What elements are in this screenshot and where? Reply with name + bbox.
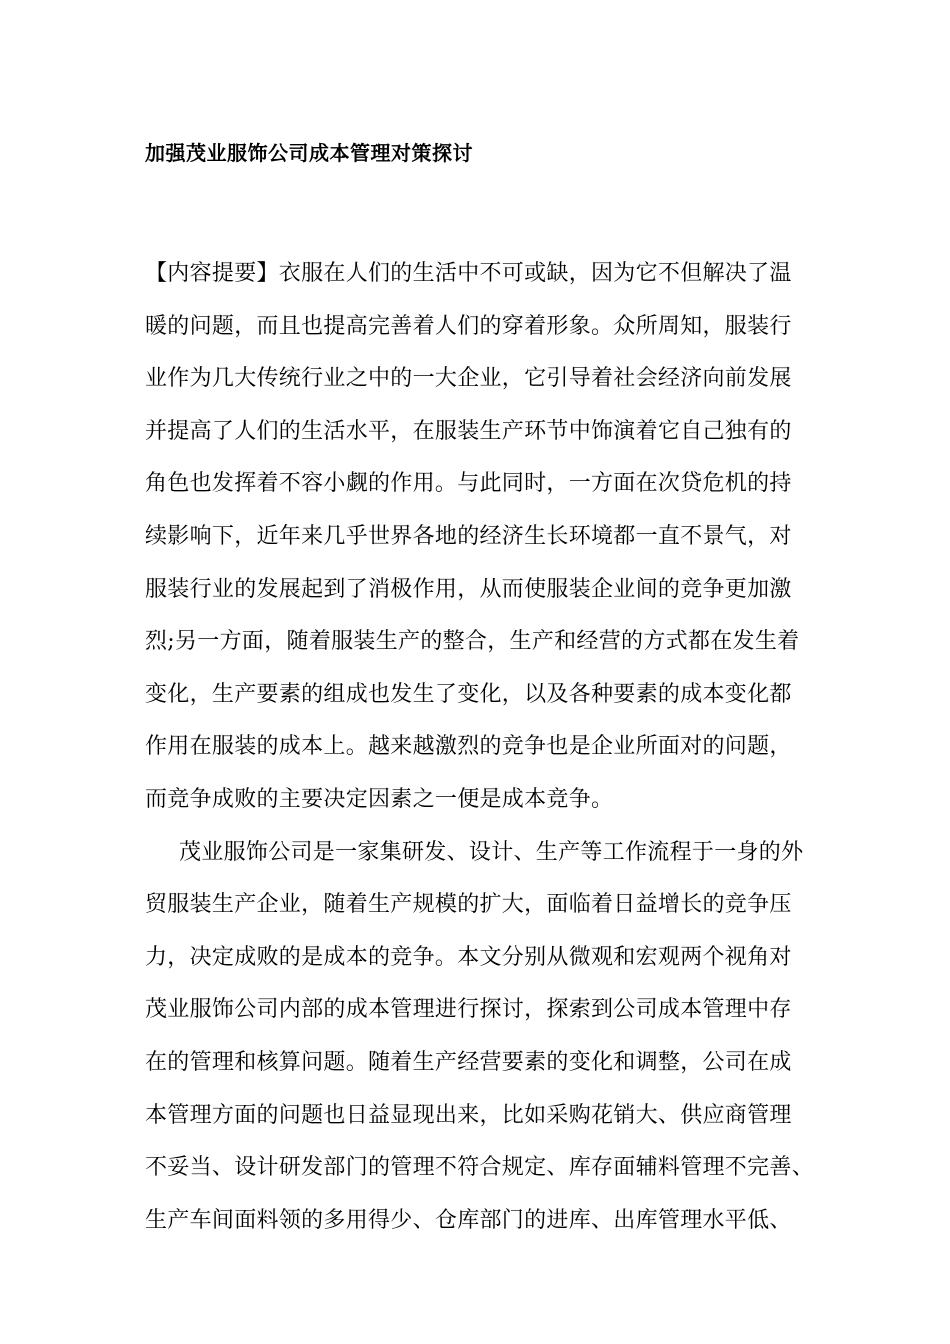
body-line: 不妥当、设计研发部门的管理不符合规定、库存面辅料管理不完善、 bbox=[145, 1155, 815, 1181]
body-line: 服装行业的发展起到了消极作用，从而使服装企业间的竞争更加激 bbox=[145, 576, 792, 602]
body-line: 并提高了人们的生活水平，在服装生产环节中饰演着它自己独有的 bbox=[145, 418, 792, 444]
body-line: 烈;另一方面，随着服装生产的整合，生产和经营的方式都在发生着 bbox=[145, 629, 800, 655]
body-line: 力，决定成败的是成本的竞争。本文分别从微观和宏观两个视角对 bbox=[145, 944, 792, 970]
body-line: 本管理方面的问题也日益显现出来，比如采购花销大、供应商管理 bbox=[145, 1102, 792, 1128]
body-line: 业作为几大传统行业之中的一大企业，它引导着社会经济向前发展 bbox=[145, 366, 792, 392]
body-line: 在的管理和核算问题。随着生产经营要素的变化和调整，公司在成 bbox=[145, 1049, 792, 1075]
body-line: 贸服装生产企业，随着生产规模的扩大，面临着日益增长的竞争压 bbox=[145, 892, 792, 918]
body-line: 生产车间面料领的多用得少、仓库部门的进库、出库管理水平低、 bbox=[145, 1207, 792, 1233]
body-line: 角色也发挥着不容小觑的作用。与此同时，一方面在次贷危机的持 bbox=[145, 471, 792, 497]
body-line: 暖的问题，而且也提高完善着人们的穿着形象。众所周知，服装行 bbox=[145, 313, 792, 339]
body-line: 茂业服饰公司内部的成本管理进行探讨，探索到公司成本管理中存 bbox=[145, 997, 792, 1023]
body-line: 【内容提要】衣服在人们的生活中不可或缺，因为它不但解决了温 bbox=[145, 261, 792, 286]
body-line: 茂业服饰公司是一家集研发、设计、生产等工作流程于一身的外 bbox=[179, 839, 804, 865]
document-title: 加强茂业服饰公司成本管理对策探讨 bbox=[145, 141, 473, 165]
body-line: 变化，生产要素的组成也发生了变化，以及各种要素的成本变化都 bbox=[145, 681, 792, 707]
document-body bbox=[145, 248, 825, 1247]
body-line: 作用在服装的成本上。越来越激烈的竞争也是企业所面对的问题， bbox=[145, 734, 792, 760]
body-line: 而竞争成败的主要决定因素之一便是成本竞争。 bbox=[145, 786, 614, 812]
body-line: 续影响下，近年来几乎世界各地的经济生长环境都一直不景气，对 bbox=[145, 523, 792, 549]
